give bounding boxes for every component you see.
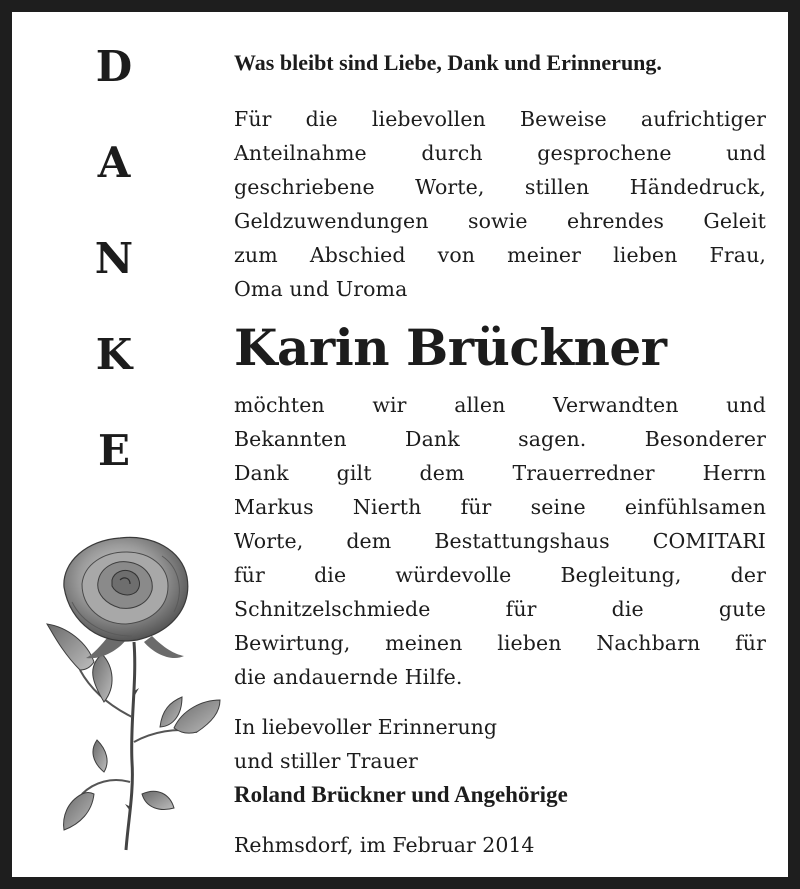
body-line: möchten wir allen Verwandten und	[234, 393, 766, 417]
deceased-name: Karin Brückner	[234, 318, 667, 377]
body-line: Schnitzelschmiede für die gute	[234, 597, 766, 621]
body-line: Bewirtung, meinen lieben Nachbarn für	[234, 631, 766, 655]
body-line: Markus Nierth für seine einfühlsamen	[234, 495, 766, 519]
headline: Was bleibt sind Liebe, Dank und Erinnerung.	[234, 50, 662, 75]
rose-icon	[42, 532, 222, 862]
intro-line: Für die liebevollen Beweise aufrichtiger	[234, 107, 766, 131]
danke-letter-k: K	[95, 330, 133, 379]
closing-block	[234, 710, 766, 812]
body-line: für die würdevolle Begleitung, der	[234, 563, 766, 587]
intro-line: Anteilnahme durch gesprochene und	[234, 141, 766, 165]
closing-line-2: und stiller Trauer	[234, 749, 418, 773]
intro-line: Geldzuwendungen sowie ehrendes Geleit	[234, 209, 766, 233]
closing-line-1: In liebevoller Erinnerung	[234, 715, 497, 739]
danke-letter-n: N	[94, 234, 134, 283]
body-paragraph	[234, 388, 766, 694]
intro-line: Oma und Uroma	[234, 277, 408, 301]
body-line: Worte, dem Bestattungshaus COMITARI	[234, 529, 766, 553]
intro-line: zum Abschied von meiner lieben Frau,	[234, 243, 766, 267]
intro-paragraph	[234, 102, 766, 306]
danke-letter-a: A	[97, 138, 131, 187]
place-date: Rehmsdorf, im Februar 2014	[234, 833, 535, 857]
body-line: Dank gilt dem Trauerredner Herrn	[234, 461, 766, 485]
danke-letter-d: D	[95, 42, 133, 91]
intro-line: geschriebene Worte, stillen Händedruck,	[234, 175, 766, 199]
body-line: Bekannten Dank sagen. Besonderer	[234, 427, 766, 451]
danke-letter-e: E	[97, 426, 130, 475]
signature: Roland Brückner und Angehörige	[234, 782, 568, 807]
body-line: die andauernde Hilfe.	[234, 665, 463, 689]
